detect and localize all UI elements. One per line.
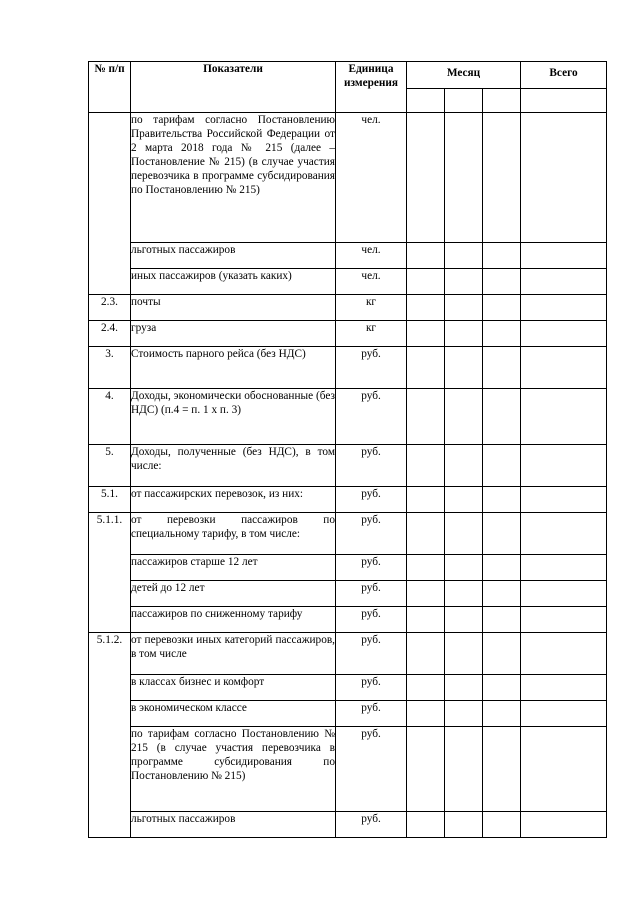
value-cell <box>407 581 445 607</box>
value-cell <box>407 445 445 487</box>
value-cell <box>407 607 445 633</box>
row-unit: чел. <box>336 269 407 295</box>
value-cell <box>483 445 521 487</box>
value-cell <box>407 113 445 243</box>
header-num: № п/п <box>89 62 131 113</box>
row-unit: руб. <box>336 555 407 581</box>
value-cell <box>483 581 521 607</box>
value-cell <box>407 321 445 347</box>
row-unit: руб. <box>336 607 407 633</box>
value-cell <box>445 113 483 243</box>
value-cell <box>407 487 445 513</box>
value-cell <box>445 321 483 347</box>
value-cell <box>407 633 445 675</box>
header-month: Месяц <box>407 62 521 89</box>
value-cell <box>445 513 483 555</box>
table-row <box>89 445 607 487</box>
row-text: детей до 12 лет <box>131 581 336 607</box>
row-unit: чел. <box>336 113 407 243</box>
table-row <box>89 633 607 675</box>
row-num: 3. <box>89 347 131 389</box>
value-cell <box>407 389 445 445</box>
row-text: льготных пассажиров <box>131 243 336 269</box>
row-text: Доходы, полученные (без НДС), в том числе: <box>131 445 336 487</box>
value-cell <box>407 812 445 838</box>
row-text: иных пассажиров (указать каких) <box>131 269 336 295</box>
header-indicators: Показатели <box>131 62 336 113</box>
value-cell <box>407 701 445 727</box>
indicators-table <box>88 61 607 838</box>
value-cell <box>483 295 521 321</box>
table-row <box>89 389 607 445</box>
row-num: 5.1. <box>89 487 131 513</box>
value-cell <box>445 389 483 445</box>
value-cell <box>445 243 483 269</box>
value-cell <box>521 347 607 389</box>
value-cell <box>445 727 483 812</box>
table-row <box>89 727 607 812</box>
row-num: 2.3. <box>89 295 131 321</box>
table-row <box>89 555 607 581</box>
row-num: 5.1.2. <box>89 633 131 838</box>
value-cell <box>483 487 521 513</box>
table-row <box>89 243 607 269</box>
header-total: Всего <box>521 62 607 89</box>
value-cell <box>521 389 607 445</box>
value-cell <box>521 701 607 727</box>
row-text: Доходы, экономически обоснованные (без НДС) (п.4 = п. 1 x п. 3) <box>131 389 336 445</box>
value-cell <box>407 347 445 389</box>
table-row <box>89 113 607 243</box>
value-cell <box>445 607 483 633</box>
row-unit: руб. <box>336 445 407 487</box>
value-cell <box>445 675 483 701</box>
row-unit: руб. <box>336 633 407 675</box>
row-text: по тарифам согласно Постановлению № 215 (в случае участия перевозчика в программе субсидирования по Постановлению № 215) <box>131 727 336 812</box>
value-cell <box>483 269 521 295</box>
value-cell <box>521 243 607 269</box>
table-row <box>89 347 607 389</box>
row-text: от перевозки иных категорий пассажиров, в том числе <box>131 633 336 675</box>
header-unit: Единица измерения <box>336 62 407 113</box>
value-cell <box>483 321 521 347</box>
value-cell <box>483 555 521 581</box>
table-row <box>89 675 607 701</box>
value-cell <box>521 607 607 633</box>
value-cell <box>445 347 483 389</box>
value-cell <box>521 113 607 243</box>
value-cell <box>445 701 483 727</box>
month-subcell <box>407 89 445 113</box>
value-cell <box>483 812 521 838</box>
row-num: 2.4. <box>89 321 131 347</box>
row-unit: руб. <box>336 347 407 389</box>
value-cell <box>521 812 607 838</box>
value-cell <box>407 513 445 555</box>
row-unit: руб. <box>336 389 407 445</box>
value-cell <box>521 555 607 581</box>
value-cell <box>445 445 483 487</box>
value-cell <box>445 269 483 295</box>
header-row <box>89 62 607 89</box>
value-cell <box>483 701 521 727</box>
value-cell <box>483 113 521 243</box>
row-unit: руб. <box>336 581 407 607</box>
total-subcell <box>521 89 607 113</box>
table-row <box>89 812 607 838</box>
table-row <box>89 269 607 295</box>
value-cell <box>445 812 483 838</box>
row-text: пассажиров по сниженному тарифу <box>131 607 336 633</box>
value-cell <box>483 513 521 555</box>
value-cell <box>445 633 483 675</box>
value-cell <box>483 607 521 633</box>
value-cell <box>407 675 445 701</box>
value-cell <box>521 269 607 295</box>
table-row <box>89 321 607 347</box>
value-cell <box>483 243 521 269</box>
row-num: 5.1.1. <box>89 513 131 633</box>
row-unit: кг <box>336 321 407 347</box>
value-cell <box>483 727 521 812</box>
value-cell <box>407 243 445 269</box>
row-unit: руб. <box>336 701 407 727</box>
row-text: груза <box>131 321 336 347</box>
row-text: от пассажирских перевозок, из них: <box>131 487 336 513</box>
value-cell <box>521 581 607 607</box>
row-text: Стоимость парного рейса (без НДС) <box>131 347 336 389</box>
row-unit: руб. <box>336 513 407 555</box>
table-row <box>89 581 607 607</box>
value-cell <box>483 347 521 389</box>
row-unit: руб. <box>336 487 407 513</box>
row-num: 5. <box>89 445 131 487</box>
row-text: в классах бизнес и комфорт <box>131 675 336 701</box>
row-unit: руб. <box>336 675 407 701</box>
row-text: пассажиров старше 12 лет <box>131 555 336 581</box>
row-num <box>89 113 131 295</box>
row-unit: кг <box>336 295 407 321</box>
row-text: льготных пассажиров <box>131 812 336 838</box>
value-cell <box>521 513 607 555</box>
value-cell <box>407 727 445 812</box>
value-cell <box>483 675 521 701</box>
row-text: почты <box>131 295 336 321</box>
value-cell <box>521 487 607 513</box>
value-cell <box>521 295 607 321</box>
value-cell <box>483 389 521 445</box>
table-row <box>89 607 607 633</box>
row-unit: чел. <box>336 243 407 269</box>
value-cell <box>521 445 607 487</box>
value-cell <box>521 321 607 347</box>
table-row <box>89 701 607 727</box>
table-row <box>89 513 607 555</box>
row-text: в экономическом классе <box>131 701 336 727</box>
row-num: 4. <box>89 389 131 445</box>
month-subcell <box>445 89 483 113</box>
row-unit: руб. <box>336 727 407 812</box>
row-text: по тарифам согласно Постановлению Правительства Российской Федерации от 2 марта 2018 года № 215 (далее – Постановление № 215) (в случае участия перевозчика в программе субсидирования по Постановлению № 215) <box>131 113 336 243</box>
table-row <box>89 295 607 321</box>
value-cell <box>445 295 483 321</box>
month-subcell <box>483 89 521 113</box>
value-cell <box>521 727 607 812</box>
row-text: от перевозки пассажиров по специальному тарифу, в том числе: <box>131 513 336 555</box>
value-cell <box>483 633 521 675</box>
table-row <box>89 487 607 513</box>
value-cell <box>521 675 607 701</box>
value-cell <box>445 555 483 581</box>
value-cell <box>521 633 607 675</box>
value-cell <box>407 295 445 321</box>
value-cell <box>407 555 445 581</box>
value-cell <box>445 487 483 513</box>
value-cell <box>407 269 445 295</box>
row-unit: руб. <box>336 812 407 838</box>
value-cell <box>445 581 483 607</box>
